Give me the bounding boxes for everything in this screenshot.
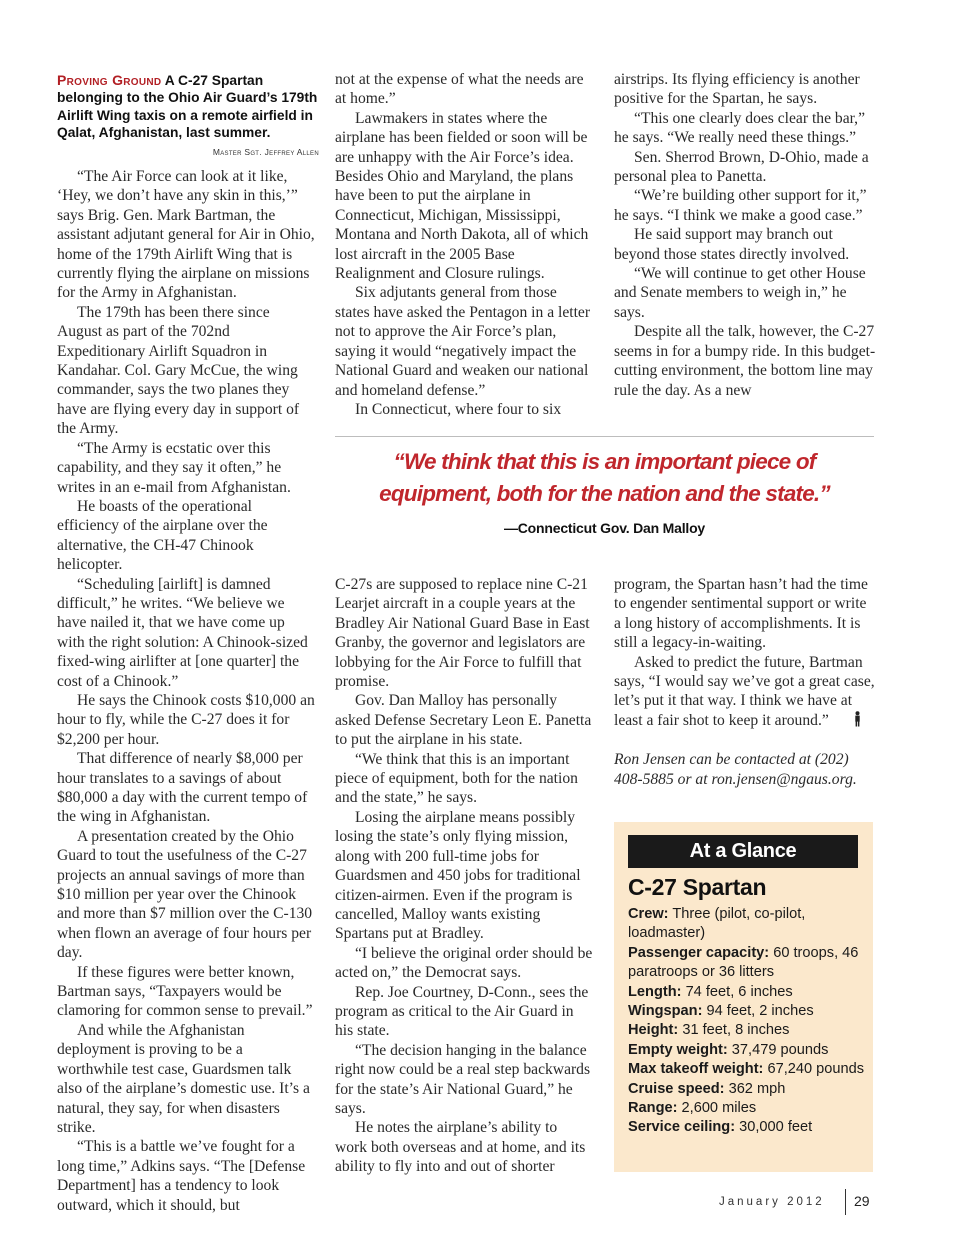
paragraph: The 179th has been there since August as part of the 702nd Expeditionary Airlift Squadron in Kandahar. Col. Gary McCue, the wing commander, says the two planes they have are flying every day in support of the Army. xyxy=(57,303,300,438)
glance-header: At a Glance xyxy=(628,835,858,868)
glance-title: C-27 Spartan xyxy=(628,874,767,900)
spec-label: Empty weight: xyxy=(628,1041,728,1058)
paragraph: That difference of nearly $8,000 per hour translates to a savings of about $80,000 a day with the current tempo of the wing in Afghanistan. xyxy=(57,750,308,826)
article-column-3-top xyxy=(614,70,876,400)
paragraph: “This one clearly does clear the bar,” he says. “We really need these things.” xyxy=(614,109,865,147)
paragraph: “The decision hanging in the balance right now could be a real step backwards for the state’s Air National Guard,” he says. xyxy=(335,1041,591,1117)
paragraph: If these figures were better known, Bartman says, “Taxpayers would be clamoring for common sense to prevail.” xyxy=(57,963,313,1020)
article-column-2-top xyxy=(335,70,593,419)
spec-value: 2,600 miles xyxy=(681,1100,757,1117)
spec-label: Height: xyxy=(628,1022,679,1039)
paragraph: not at the expense of what the needs are at home.” xyxy=(335,71,584,108)
spec-item xyxy=(628,944,868,983)
paragraph: “This is a battle we’ve fought for a long time,” Adkins says. “The [Defense Department] has a tendency to look outward, which it should, but xyxy=(57,1138,306,1214)
spec-label: Range: xyxy=(628,1100,678,1117)
spec-label: Service ceiling: xyxy=(628,1119,736,1136)
spec-value: 37,479 pounds xyxy=(731,1041,829,1058)
paragraph: C-27s are supposed to replace nine C-21 Learjet aircraft in a couple years at the Bradley Air National Guard Base in East Granby, the governor and legislators are lobbying for the Air Force to fulfill that promise. xyxy=(335,576,590,691)
paragraph: airstrips. Its flying efficiency is another positive for the Spartan, he says. xyxy=(614,71,860,108)
pull-quote: “We think that this is an important piece of equipment, both for the nation and the state.” xyxy=(379,449,830,506)
paragraph: Lawmakers in states where the airplane has been fielded or soon will be are unhappy with the Air Force’s idea. Besides Ohio and Maryland, the plans have been to put the airplane in Connecticut, Michigan, Mississippi, Montana and North Dakota, all of which lost aircraft in the 2005 Base Realignment and Closure rulings. xyxy=(335,109,589,283)
paragraph: He said support may branch out beyond those states directly involved. xyxy=(614,226,850,263)
paragraph: And while the Afghanistan deployment is proving to be a worthwhile test case, Guardsmen talk also of the airplane’s domestic use. It’s a natural, they say, for when disasters strike. xyxy=(57,1021,310,1136)
spec-value: 67,240 pounds xyxy=(767,1061,865,1078)
photo-caption xyxy=(57,72,319,142)
caption-kicker: Proving Ground xyxy=(57,72,162,88)
spec-value: 60 troops, 46 paratroops or 36 litters xyxy=(628,944,859,981)
paragraph: program, the Spartan hasn’t had the time to engender sentimental support or write a long history of accomplishments. It is still a legacy-in-waiting. xyxy=(614,576,868,652)
spec-item xyxy=(628,1080,868,1099)
contact-info: Ron Jensen can be contacted at (202) 408-5885 or at ron.jensen@ngaus.org. xyxy=(614,751,857,788)
spec-item xyxy=(628,1002,868,1021)
paragraph: In Connecticut, where four to six xyxy=(355,400,562,418)
photo-credit: Master Sgt. Jeffrey Allen xyxy=(212,147,319,157)
spec-label: Cruise speed: xyxy=(628,1080,725,1097)
paragraph: “Scheduling [airlift] is damned difficult,” he writes. “We believe we have nailed it, that we have come up with the right solution: A Chinook-sized fixed-wing airlifter at [one quarter] the cost of a Chinook.” xyxy=(57,575,308,690)
paragraph: Losing the airplane means possibly losing the state’s only flying mission, along with 200 full-time jobs for Guardsmen and 450 jobs for traditional citizen-airmen. Even if the program is cancelled, Malloy wants existing Spartans put at Bradley. xyxy=(335,808,581,943)
paragraph: Gov. Dan Malloy has personally asked Defense Secretary Leon E. Panetta to put the airplane in his state. xyxy=(335,692,592,749)
spec-value: Three (pilot, co-pilot, loadmaster) xyxy=(628,906,806,942)
paragraph: “I believe the original order should be acted on,” the Democrat says. xyxy=(335,944,593,982)
end-mark-icon xyxy=(833,711,862,732)
at-a-glance-box xyxy=(614,822,873,1172)
article-column-1 xyxy=(57,167,315,1215)
spec-label: Crew: xyxy=(628,906,669,922)
spec-item xyxy=(628,1041,868,1060)
spec-value: 362 mph xyxy=(728,1080,786,1097)
paragraph: He notes the airplane’s ability to work both overseas and at home, and its ability to fly into and out of shorter xyxy=(335,1119,586,1176)
article-column-3-bottom xyxy=(614,575,876,789)
paragraph: He says the Chinook costs $10,000 an hour to fly, while the C-27 does it for $2,200 per hour. xyxy=(57,691,315,748)
paragraph-final xyxy=(614,653,876,733)
spec-item xyxy=(628,1021,868,1040)
paragraph: Despite all the talk, however, the C-27 seems in for a bumpy ride. In this budget-cutting environment, the bottom line may rule the day. As a new xyxy=(614,323,876,399)
spec-value: 74 feet, 6 inches xyxy=(685,983,793,1000)
paragraph: “We think that this is an important piece of equipment, both for the nation and the state,” he says. xyxy=(335,750,578,807)
caption-text: A C-27 Spartan belonging to the Ohio Air Guard’s 179th Airlift Wing taxis on a remote airfield in Qalat, Afghanistan, last summer. xyxy=(57,73,318,141)
footer-divider xyxy=(845,1189,846,1215)
spec-label: Passenger capacity: xyxy=(628,944,770,961)
paragraph: “The Army is ecstatic over this capability, and they say it often,” he writes in an e-mail from Afghanistan. xyxy=(57,439,291,496)
paragraph: “We’re building other support for it,” he says. “I think we make a good case.” xyxy=(614,187,867,224)
paragraph: Six adjutants general from those states have asked the Pentagon in a letter not to approve the Air Force’s plan, saying it would “negatively impact the National Guard and weaken our national and homeland defense.” xyxy=(335,284,591,399)
spec-label: Max takeoff weight: xyxy=(628,1061,764,1078)
spec-value: 30,000 feet xyxy=(739,1119,813,1136)
paragraph: Rep. Joe Courtney, D-Conn., sees the program as critical to the Air Guard in his state. xyxy=(335,983,589,1040)
spec-value: 31 feet, 8 inches xyxy=(682,1022,790,1039)
pullquote-divider xyxy=(335,436,874,437)
paragraph: A presentation created by the Ohio Guard to tout the usefulness of the C-27 projects an annual savings of more than $10 million per year over the Chinook and more than $7 million over the C-130 when flown an average of four hours per day. xyxy=(57,827,313,962)
paragraph: “We will continue to get other House and Senate members to weigh in,” he says. xyxy=(614,265,866,321)
pull-quote-attribution: —Connecticut Gov. Dan Malloy xyxy=(503,520,706,536)
spec-label: Length: xyxy=(628,983,682,1000)
paragraph-text: Asked to predict the future, Bartman says, “I would say we’ve got a great case, let’s put it that way. I think we have at least a fair shot to keep it around.” xyxy=(614,653,875,729)
spec-item xyxy=(628,983,868,1002)
spec-item xyxy=(628,1060,868,1079)
spec-label: Wingspan: xyxy=(628,1003,703,1020)
paragraph: He boasts of the operational efficiency of the airplane over the alternative, the CH-47 Chinook helicopter. xyxy=(57,497,268,574)
spec-value: 94 feet, 2 inches xyxy=(706,1003,814,1020)
paragraph: “The Air Force can look at it like, ‘Hey, we don’t have any skin in this,’” says Brig. Gen. Mark Bartman, the assistant adjutant general for Air in Ohio, home of the 179th Airlift Wing that is currently flying the airplane on missions for the Army in Afghanistan. xyxy=(57,168,315,302)
spec-item xyxy=(628,1118,868,1137)
spec-item xyxy=(628,1099,868,1118)
issue-date: January 2012 xyxy=(719,1196,825,1208)
article-column-2-bottom xyxy=(335,575,593,1177)
paragraph: Sen. Sherrod Brown, D-Ohio, made a personal plea to Panetta. xyxy=(614,148,869,186)
spec-item xyxy=(628,905,868,944)
spec-list xyxy=(628,905,868,1138)
page-number: 29 xyxy=(854,1193,870,1209)
